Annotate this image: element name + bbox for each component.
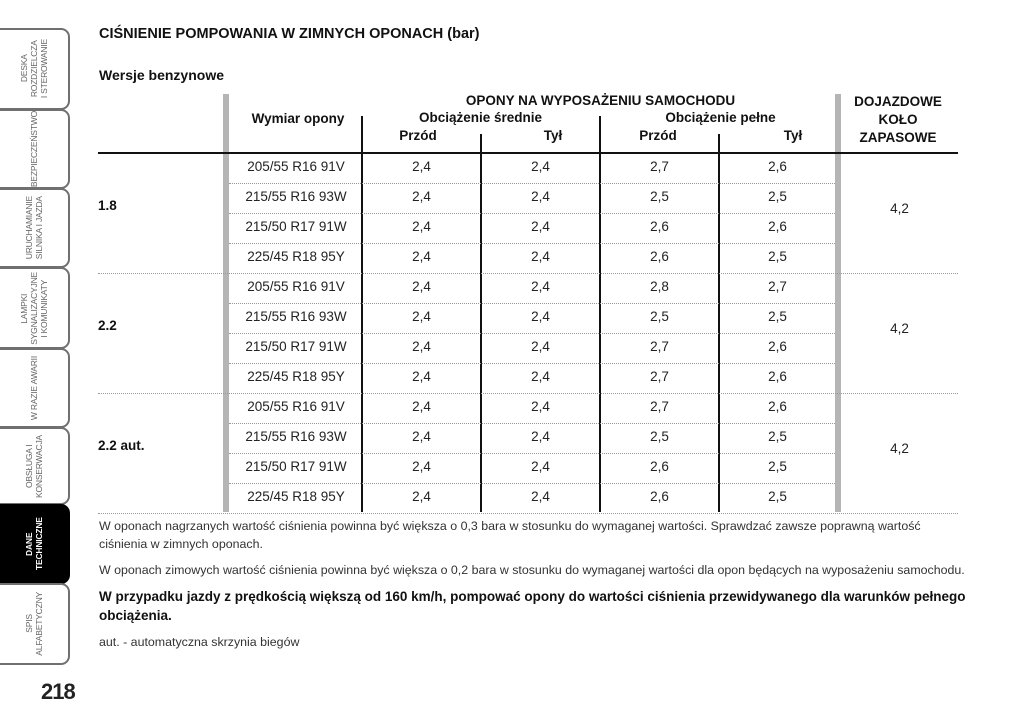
side-tab-label: DESKA ROZDZIELCZA I STEROWANIE [19, 39, 49, 99]
tire-size-cell: 205/55 R16 91V [247, 279, 345, 294]
header-divider [361, 116, 363, 152]
pressure-cell: 2,5 [650, 189, 669, 204]
note-paragraph: W przypadku jazdy z prędkością większą od 160 km/h, pompować opony do wartości ciśnienia przewidywanego dla warunków pełnego obciążenia. [99, 589, 966, 623]
tire-pressure-table [98, 92, 958, 512]
pressure-cell: 2,4 [531, 339, 550, 354]
pressure-cell: 2,7 [650, 339, 669, 354]
pressure-cell: 2,4 [412, 159, 431, 174]
side-tab[interactable] [0, 504, 70, 584]
pressure-cell: 2,4 [531, 159, 550, 174]
header-full-load: Obciążenie pełne [665, 110, 776, 125]
header-full-rear: Tył [783, 128, 803, 143]
pressure-cell: 2,4 [412, 249, 431, 264]
tire-size-cell: 215/55 R16 93W [245, 189, 347, 204]
tire-size-cell: 215/55 R16 93W [245, 429, 347, 444]
side-tab-label: URUCHAMIANIE SILNIKA I JAZDA [24, 196, 44, 260]
pressure-cell: 2,6 [650, 249, 669, 264]
tire-size-cell: 215/50 R17 91W [245, 339, 347, 354]
pressure-cell: 2,7 [768, 279, 787, 294]
tire-size-cell: 225/45 R18 95Y [247, 369, 345, 384]
pressure-cell: 2,5 [768, 249, 787, 264]
header-mid-front: Przód [399, 128, 437, 143]
pressure-cell: 2,6 [768, 339, 787, 354]
spare-wheel-pressure: 4,2 [890, 321, 909, 336]
side-tab-label: SPIS ALFABETYCZNY [24, 592, 44, 656]
header-full-front: Przód [639, 128, 677, 143]
tire-size-cell: 205/55 R16 91V [247, 159, 345, 174]
side-tab[interactable] [0, 583, 70, 665]
pressure-cell: 2,5 [768, 489, 787, 504]
pressure-cell: 2,4 [412, 369, 431, 384]
tire-size-cell: 215/55 R16 93W [245, 309, 347, 324]
header-spare-wheel: DOJAZDOWE KOŁO ZAPASOWE [854, 94, 942, 145]
spare-wheel-pressure: 4,2 [890, 441, 909, 456]
pressure-cell: 2,7 [650, 159, 669, 174]
pressure-cell: 2,5 [768, 189, 787, 204]
pressure-cell: 2,4 [412, 429, 431, 444]
pressure-cell: 2,4 [412, 339, 431, 354]
side-tab[interactable] [0, 109, 70, 189]
pressure-cell: 2,4 [412, 189, 431, 204]
tire-size-cell: 215/50 R17 91W [245, 459, 347, 474]
pressure-cell: 2,5 [768, 309, 787, 324]
pressure-cell: 2,6 [768, 219, 787, 234]
engine-version-label: 2.2 [98, 318, 117, 333]
pressure-cell: 2,4 [531, 309, 550, 324]
tire-size-cell: 225/45 R18 95Y [247, 249, 345, 264]
pressure-cell: 2,4 [412, 399, 431, 414]
pressure-cell: 2,5 [768, 429, 787, 444]
pressure-cell: 2,6 [768, 369, 787, 384]
side-tab[interactable] [0, 348, 70, 428]
tire-size-cell: 205/55 R16 91V [247, 399, 345, 414]
side-tab-label: LAMPKI SYGNALIZACYJNE I KOMUNIKATY [19, 271, 49, 345]
header-mid-rear: Tył [543, 128, 563, 143]
side-tab-label: DANE TECHNICZNE [24, 517, 44, 571]
header-divider [480, 134, 482, 152]
pressure-cell: 2,6 [650, 489, 669, 504]
pressure-cell: 2,4 [412, 459, 431, 474]
page-number: 218 [41, 679, 75, 704]
side-tab[interactable] [0, 267, 70, 349]
side-tab-label: OBSŁUGA I KONSERWACJA [24, 434, 44, 498]
side-tab-label: BEZPIECZEŃSTWO [29, 110, 39, 188]
spare-wheel-pressure: 4,2 [890, 201, 909, 216]
note-paragraph: W oponach nagrzanych wartość ciśnienia powinna być większa o 0,3 bara w stosunku do wymaganej wartości. Sprawdzać zawsze poprawną wartość ciśnienia w zimnych oponach. [99, 519, 921, 551]
side-tab[interactable] [0, 427, 70, 505]
pressure-cell: 2,5 [650, 309, 669, 324]
pressure-cell: 2,6 [650, 459, 669, 474]
pressure-cell: 2,4 [412, 489, 431, 504]
engine-version-label: 2.2 aut. [98, 438, 145, 453]
pressure-cell: 2,4 [531, 459, 550, 474]
pressure-cell: 2,4 [531, 189, 550, 204]
notes [99, 517, 969, 659]
pressure-cell: 2,4 [531, 249, 550, 264]
section-subtitle: Wersje benzynowe [99, 67, 225, 83]
page-title: CIŚNIENIE POMPOWANIA W ZIMNYCH OPONACH (bar) [99, 26, 480, 42]
pressure-cell: 2,6 [650, 219, 669, 234]
note-paragraph: aut. - automatyczna skrzynia biegów [99, 635, 300, 649]
pressure-cell: 2,5 [768, 459, 787, 474]
pressure-cell: 2,6 [768, 159, 787, 174]
pressure-cell: 2,7 [650, 369, 669, 384]
header-factory-tires: OPONY NA WYPOSAŻENIU SAMOCHODU [465, 93, 736, 108]
pressure-cell: 2,4 [412, 279, 431, 294]
tire-size-cell: 225/45 R18 95Y [247, 489, 345, 504]
side-tab[interactable] [0, 188, 70, 268]
header-divider [718, 134, 720, 152]
pressure-cell: 2,4 [412, 309, 431, 324]
header-tire-size: Wymiar opony [251, 111, 345, 126]
note-paragraph: W oponach zimowych wartość ciśnienia powinna być większa o 0,2 bara w stosunku do wymaganej wartości dla opon będących na wyposażeniu samochodu. [99, 563, 965, 577]
pressure-cell: 2,4 [531, 369, 550, 384]
pressure-cell: 2,4 [531, 429, 550, 444]
row-divider [98, 513, 958, 514]
side-tab[interactable] [0, 28, 70, 110]
pressure-cell: 2,4 [531, 489, 550, 504]
pressure-cell: 2,4 [412, 219, 431, 234]
pressure-cell: 2,8 [650, 279, 669, 294]
pressure-cell: 2,5 [650, 429, 669, 444]
pressure-cell: 2,4 [531, 279, 550, 294]
engine-version-label: 1.8 [98, 198, 117, 213]
header-medium-load: Obciążenie średnie [418, 110, 543, 125]
pressure-cell: 2,7 [650, 399, 669, 414]
header-divider [599, 116, 601, 152]
pressure-cell: 2,4 [531, 219, 550, 234]
tire-size-cell: 215/50 R17 91W [245, 219, 347, 234]
pressure-cell: 2,6 [768, 399, 787, 414]
pressure-cell: 2,4 [531, 399, 550, 414]
side-tab-label: W RAZIE AWARII [29, 355, 39, 421]
